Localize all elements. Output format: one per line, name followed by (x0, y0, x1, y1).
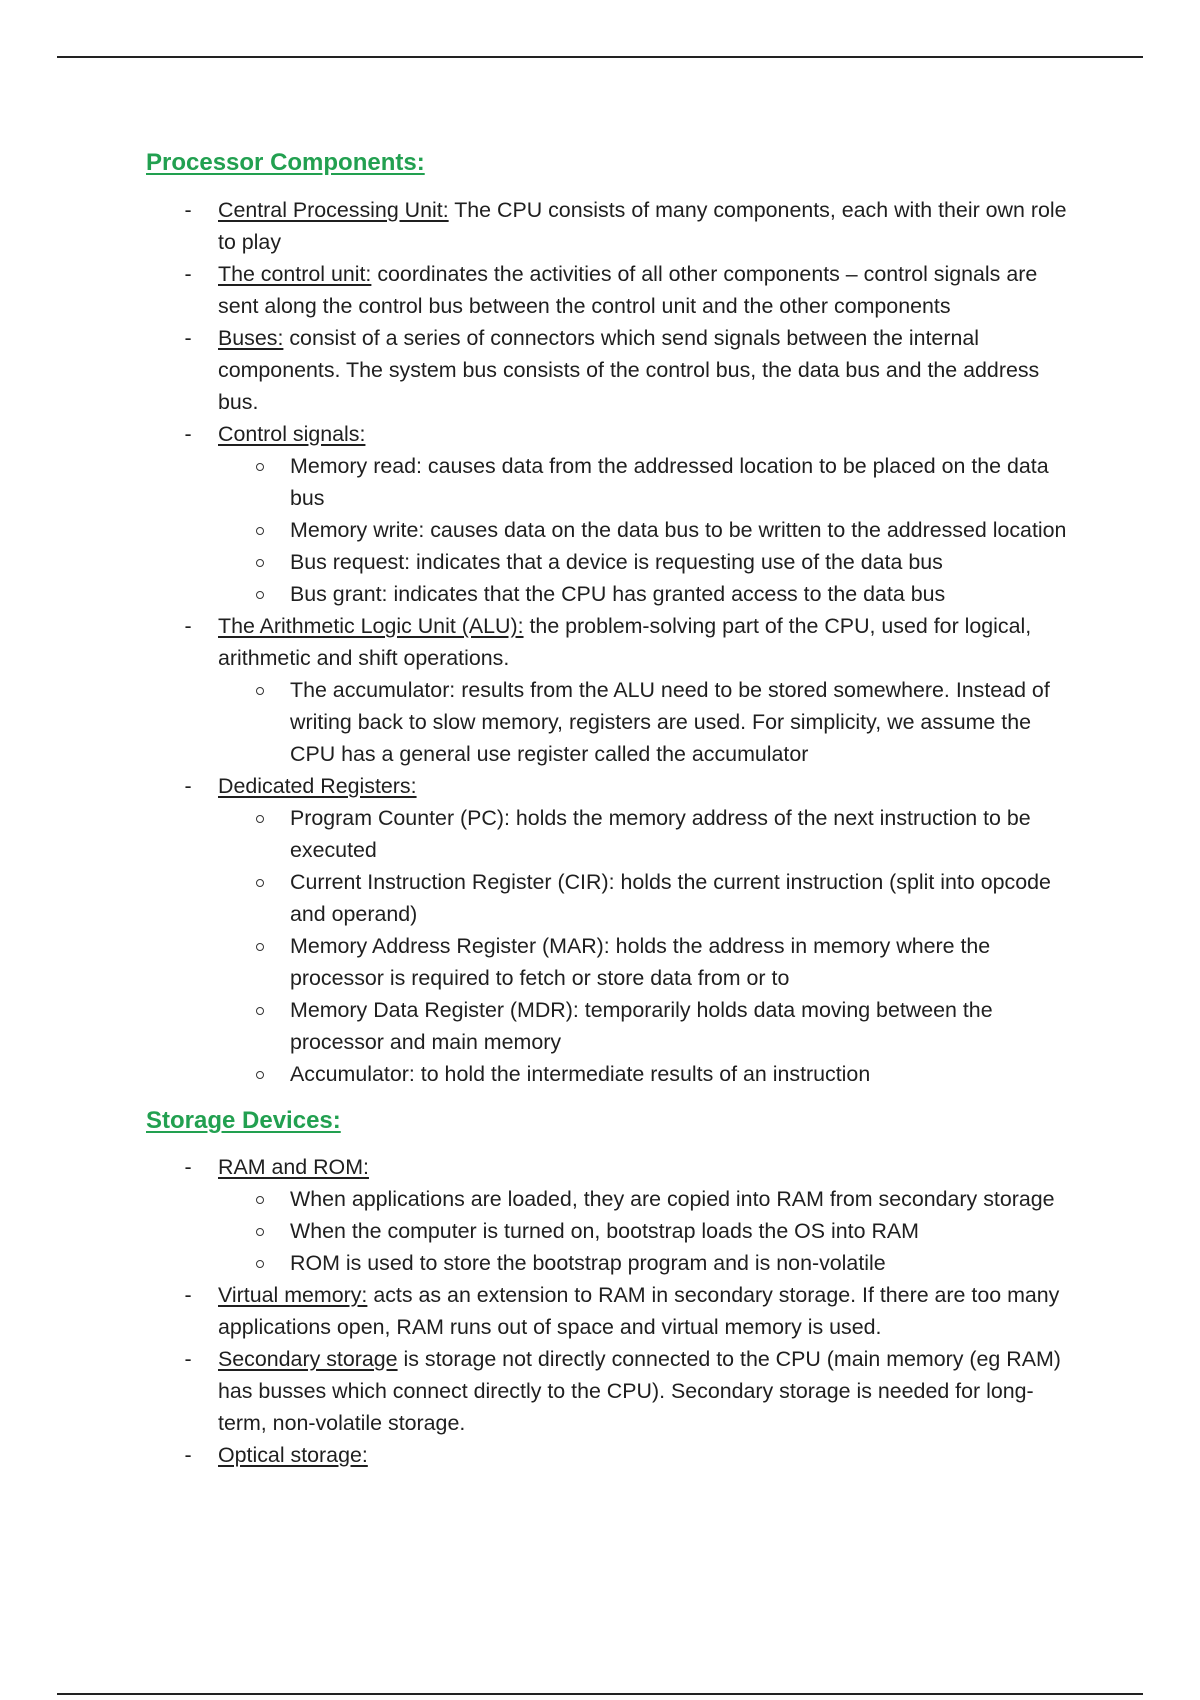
list-item (146, 1279, 1076, 1343)
dash-bullet: - (184, 1283, 192, 1307)
sub-item-text: Current Instruction Register (CIR): holds the current instruction (split into opcode and operand) (290, 870, 1051, 926)
sub-list-item (146, 450, 1076, 514)
item-term: Central Processing Unit: (218, 198, 449, 222)
item-term: RAM and ROM: (218, 1155, 369, 1179)
list-item (146, 1151, 1076, 1279)
item-term: Dedicated Registers: (218, 774, 417, 798)
sub-list-item (146, 866, 1076, 930)
circle-bullet-icon (256, 943, 264, 951)
item-term: Virtual memory: (218, 1283, 368, 1307)
circle-bullet-icon (256, 687, 264, 695)
processor-components-list (146, 194, 1076, 1090)
sub-item-text: Memory Address Register (MAR): holds the address in memory where the processor is required to fetch or store data from or to (290, 934, 991, 990)
dash-bullet: - (184, 198, 192, 222)
sub-list-item (146, 1215, 1076, 1247)
item-text: The CPU consists of many components, each with their own role to play (218, 198, 1067, 254)
circle-bullet-icon (256, 1007, 264, 1015)
item-term: Buses: (218, 326, 284, 350)
sub-list-item (146, 1058, 1076, 1090)
circle-bullet-icon (256, 463, 264, 471)
sub-item-text: Bus request: indicates that a device is requesting use of the data bus (290, 550, 943, 574)
item-term: The Arithmetic Logic Unit (ALU): (218, 614, 524, 638)
dash-bullet: - (184, 774, 192, 798)
control-signals-sublist (218, 450, 1076, 610)
sub-list-item (146, 1247, 1076, 1279)
circle-bullet-icon (256, 559, 264, 567)
list-item (146, 1343, 1076, 1439)
header-rule (57, 56, 1143, 58)
alu-sublist (218, 674, 1076, 770)
sub-item-text: Program Counter (PC): holds the memory address of the next instruction to be executed (290, 806, 1031, 862)
sub-item-text: Bus grant: indicates that the CPU has granted access to the data bus (290, 582, 946, 606)
sub-item-text: The accumulator: results from the ALU need to be stored somewhere. Instead of writing back to slow memory, registers are used. For simplicity, we assume the CPU has a general use register called the accumulator (290, 678, 1050, 766)
dash-bullet: - (184, 1443, 192, 1467)
dash-bullet: - (184, 326, 192, 350)
dedicated-registers-sublist (218, 802, 1076, 1090)
storage-devices-list (146, 1151, 1076, 1471)
circle-bullet-icon (256, 527, 264, 535)
item-term: Control signals: (218, 422, 366, 446)
sub-item-text: ROM is used to store the bootstrap program and is non-volatile (290, 1251, 886, 1275)
item-text: coordinates the activities of all other components – control signals are sent along the control bus between the control unit and the other components (218, 262, 1038, 318)
sub-item-text: Memory Data Register (MDR): temporarily holds data moving between the processor and main memory (290, 998, 993, 1054)
circle-bullet-icon (256, 815, 264, 823)
section-heading-storage-devices: Storage Devices: (146, 1107, 341, 1134)
circle-bullet-icon (256, 879, 264, 887)
sub-list-item (146, 514, 1076, 546)
list-item (146, 1439, 1076, 1471)
item-term: Secondary storage (218, 1347, 398, 1371)
circle-bullet-icon (256, 591, 264, 599)
sub-list-item (146, 578, 1076, 610)
list-item (146, 418, 1076, 610)
list-item (146, 258, 1076, 322)
item-term: Optical storage: (218, 1443, 368, 1467)
sub-list-item (146, 674, 1076, 770)
list-item (146, 770, 1076, 1090)
dash-bullet: - (184, 614, 192, 638)
document-body (146, 146, 1076, 1471)
item-text: consist of a series of connectors which send signals between the internal components. The system bus consists of the control bus, the data bus and the address bus. (218, 326, 1040, 414)
dash-bullet: - (184, 422, 192, 446)
ram-rom-sublist (218, 1183, 1076, 1279)
circle-bullet-icon (256, 1196, 264, 1204)
list-item (146, 322, 1076, 418)
item-text: is storage not directly connected to the CPU (main memory (eg RAM) has busses which connect directly to the CPU). Secondary storage is needed for long-term, non-volatile storage. (218, 1347, 1061, 1435)
list-item (146, 194, 1076, 258)
sub-item-text: Memory write: causes data on the data bus to be written to the addressed location (290, 518, 1067, 542)
sub-list-item (146, 930, 1076, 994)
section-heading-processor-components: Processor Components: (146, 149, 425, 176)
circle-bullet-icon (256, 1228, 264, 1236)
dash-bullet: - (184, 1347, 192, 1371)
sub-list-item (146, 546, 1076, 578)
item-term: The control unit: (218, 262, 372, 286)
dash-bullet: - (184, 1155, 192, 1179)
sub-list-item (146, 994, 1076, 1058)
footer-rule (57, 1693, 1143, 1695)
sub-item-text: Memory read: causes data from the addressed location to be placed on the data bus (290, 454, 1049, 510)
circle-bullet-icon (256, 1071, 264, 1079)
dash-bullet: - (184, 262, 192, 286)
sub-item-text: Accumulator: to hold the intermediate results of an instruction (290, 1062, 871, 1086)
sub-list-item (146, 1183, 1076, 1215)
item-text: the problem-solving part of the CPU, used for logical, arithmetic and shift operations. (218, 614, 1032, 670)
sub-item-text: When applications are loaded, they are copied into RAM from secondary storage (290, 1187, 1055, 1211)
item-text: acts as an extension to RAM in secondary storage. If there are too many applications open, RAM runs out of space and virtual memory is used. (218, 1283, 1060, 1339)
sub-list-item (146, 802, 1076, 866)
circle-bullet-icon (256, 1260, 264, 1268)
list-item (146, 610, 1076, 770)
sub-item-text: When the computer is turned on, bootstrap loads the OS into RAM (290, 1219, 919, 1243)
